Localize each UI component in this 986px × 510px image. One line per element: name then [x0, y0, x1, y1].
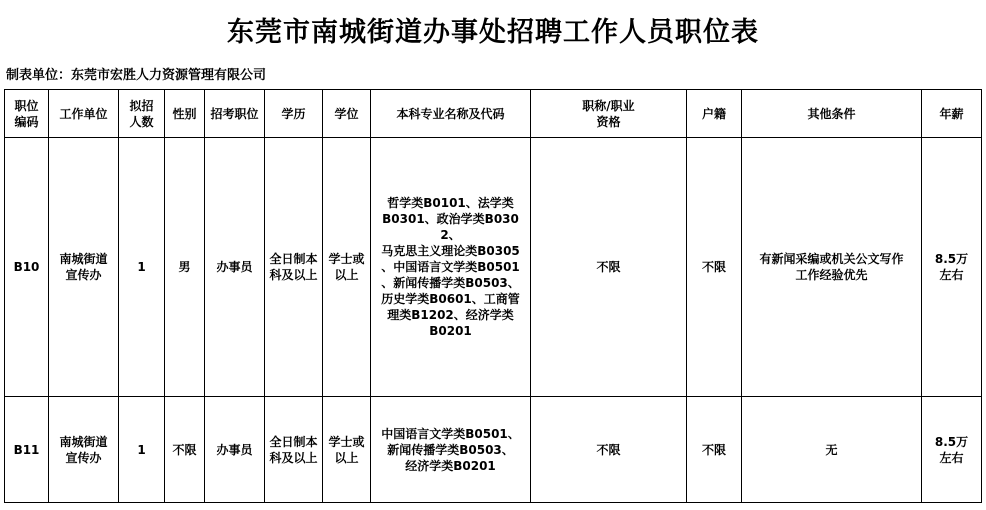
page-title: 东莞市南城街道办事处招聘工作人员职位表: [227, 17, 759, 48]
cell-unit: 南城街道 宣传办: [49, 397, 119, 503]
cell-salary: 8.5万 左右: [922, 138, 982, 397]
header-cell-title-cert: 职称/职业 资格: [531, 90, 687, 138]
header-cell-position: 招考职位: [205, 90, 265, 138]
header-cell-code: 职位 编码: [5, 90, 49, 138]
cell-code: B10: [5, 138, 49, 397]
cell-unit: 南城街道 宣传办: [49, 138, 119, 397]
cell-majors: 哲学类B0101、法学类 B0301、政治学类B0302、 马克思主义理论类B0305 、中国语言文学类B0501 、新闻传播学类B0503、 历史学类B0601、工商管 理类B1202、经济学类 B0201: [371, 138, 531, 397]
cell-education: 全日制本 科及以上: [265, 397, 323, 503]
header-cell-count: 拟招 人数: [119, 90, 165, 138]
header-cell-unit: 工作单位: [49, 90, 119, 138]
cell-count: 1: [119, 138, 165, 397]
cell-salary: 8.5万 左右: [922, 397, 982, 503]
cell-code: B11: [5, 397, 49, 503]
cell-gender: 不限: [165, 397, 205, 503]
header-cell-salary: 年薪: [922, 90, 982, 138]
cell-hukou: 不限: [687, 138, 742, 397]
cell-education: 全日制本 科及以上: [265, 138, 323, 397]
header-cell-majors: 本科专业名称及代码: [371, 90, 531, 138]
cell-other: 无: [742, 397, 922, 503]
header-cell-education: 学历: [265, 90, 323, 138]
header-cell-degree: 学位: [323, 90, 371, 138]
cell-title-cert: 不限: [531, 138, 687, 397]
position-table: [4, 89, 982, 503]
table-row: [5, 138, 982, 397]
cell-count: 1: [119, 397, 165, 503]
cell-position: 办事员: [205, 397, 265, 503]
cell-title-cert: 不限: [531, 397, 687, 503]
cell-hukou: 不限: [687, 397, 742, 503]
cell-majors: 中国语言文学类B0501、 新闻传播学类B0503、 经济学类B0201: [371, 397, 531, 503]
cell-position: 办事员: [205, 138, 265, 397]
table-header-row: [5, 90, 982, 138]
header-cell-gender: 性别: [165, 90, 205, 138]
cell-other: 有新闻采编或机关公文写作 工作经验优先: [742, 138, 922, 397]
compiling-unit: 制表单位：东莞市宏胜人力资源管理有限公司: [6, 68, 267, 83]
cell-degree: 学士或 以上: [323, 397, 371, 503]
table-row: [5, 397, 982, 503]
cell-degree: 学士或 以上: [323, 138, 371, 397]
header-cell-other: 其他条件: [742, 90, 922, 138]
cell-gender: 男: [165, 138, 205, 397]
header-cell-hukou: 户籍: [687, 90, 742, 138]
